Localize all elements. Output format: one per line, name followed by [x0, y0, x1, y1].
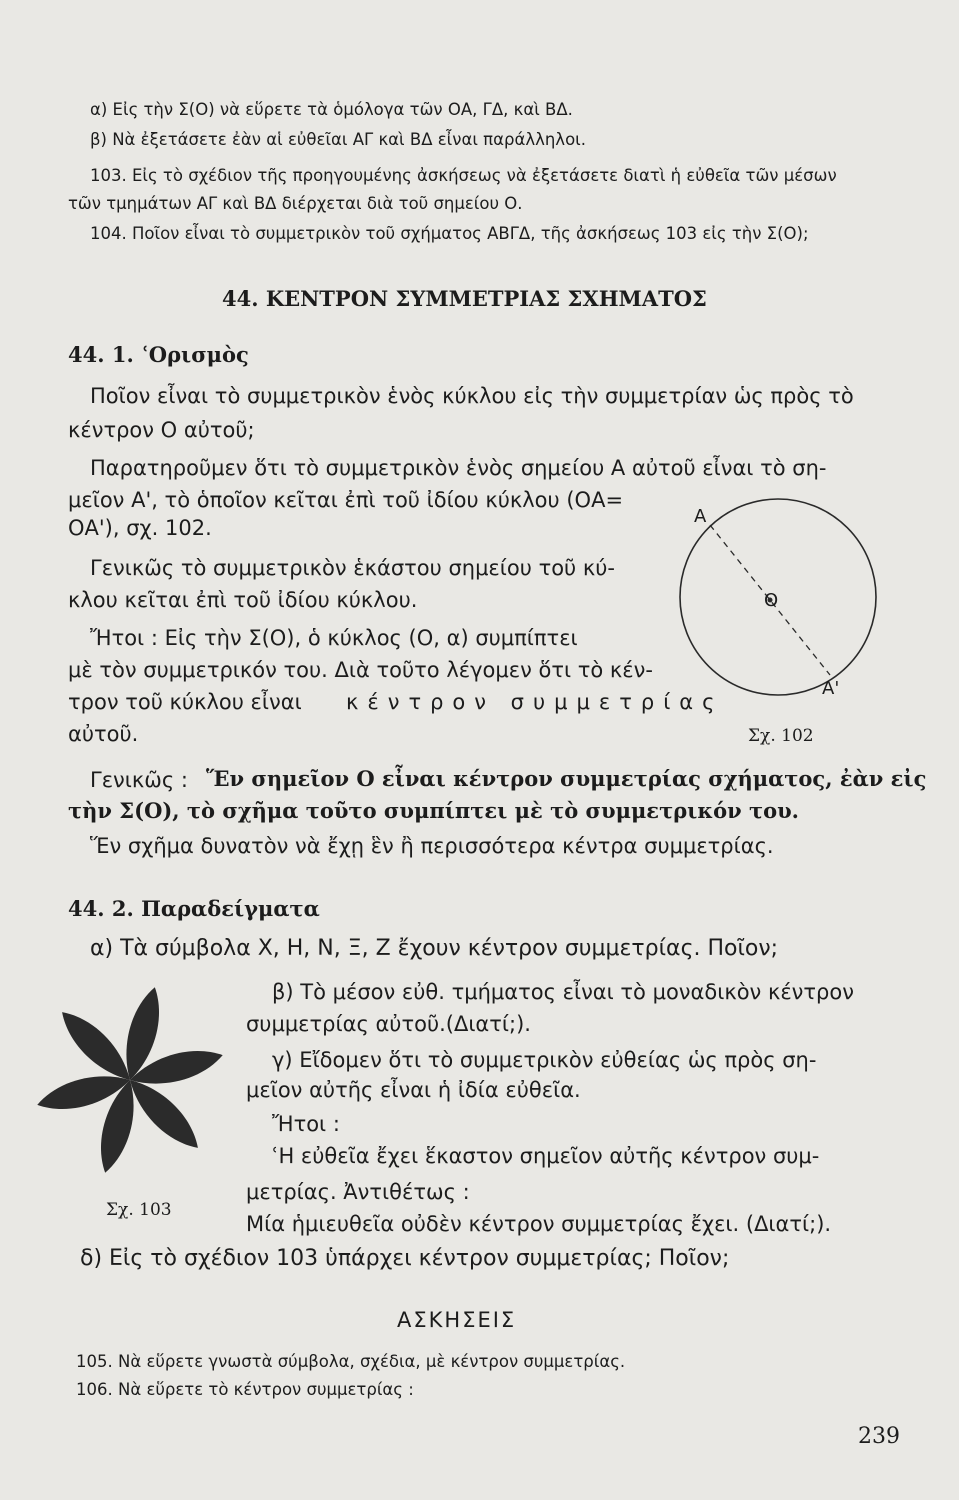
page-number: 239 — [858, 1424, 900, 1449]
subsection-examples-title: 44. 2. Παραδείγματα — [68, 896, 320, 921]
definition-line: μεῖον Α', τὸ ὁποῖον κεῖται ἐπὶ τοῦ ἰδίου κύκλου (ΟΑ= — [68, 488, 624, 512]
general-rule-lead: Γενικῶς : — [90, 768, 188, 792]
section-title: 44. ΚΕΝΤΡΟΝ ΣΥΜΜΕΤΡΙΑΣ ΣΧΗΜΑΤΟΣ — [222, 286, 707, 311]
fig102-label-o: O — [764, 590, 779, 611]
exercise-105: 105. Νὰ εὕρετε γνωστὰ σύμβολα, σχέδια, μὲ κέντρον συμμετρίας. — [76, 1352, 626, 1371]
example-c: γ) Εἴδομεν ὅτι τὸ συμμετρικὸν εὐθείας ὡς πρὸς ση- — [272, 1048, 817, 1072]
exercise-104: 104. Ποῖον εἶναι τὸ συμμετρικὸν τοῦ σχήματος ΑΒΓΔ, τῆς ἀσκήσεως 103 εἰς τὴν Σ(Ο); — [90, 224, 809, 243]
exercise-106: 106. Νὰ εὕρετε τὸ κέντρον συμμετρίας : — [76, 1380, 414, 1399]
fig102-label-a: A — [694, 506, 707, 527]
definition-spaced-term: κέντρον συμμετρίας — [346, 690, 724, 714]
figure-102-circle — [650, 495, 910, 735]
example-c-line: μετρίας. Ἀντιθέτως : — [246, 1180, 470, 1204]
definition-line: ΟΑ'), σχ. 102. — [68, 516, 212, 540]
example-c-line: ʿΗ εὐθεῖα ἔχει ἕκαστον σημεῖον αὐτῆς κέντρον συμ- — [272, 1144, 820, 1168]
definition-line: Γενικῶς τὸ συμμετρικὸν ἑκάστου σημείου τοῦ κύ- — [90, 556, 615, 580]
figure-103-flower — [30, 980, 230, 1180]
fig102-caption: Σχ. 102 — [748, 726, 814, 746]
definition-line: τρον τοῦ κύκλου εἶναι — [68, 690, 302, 714]
exercise-102-a: α) Εἰς τὴν Σ(Ο) νὰ εὕρετε τὰ ὁμόλογα τῶν ΟΑ, ΓΔ, καὶ ΒΔ. — [90, 100, 573, 119]
definition-line: αὐτοῦ. — [68, 722, 139, 746]
flower-petal — [120, 1070, 207, 1157]
definition-line: μὲ τὸν συμμετρικόν του. Διὰ τοῦτο λέγομεν ὅτι τὸ κέν- — [68, 658, 653, 682]
example-d: δ) Εἰς τὸ σχέδιον 103 ὑπάρχει κέντρον συμμετρίας; Ποῖον; — [80, 1246, 730, 1271]
definition-line: κέντρον Ο αὐτοῦ; — [68, 418, 255, 442]
subsection-definition-title: 44. 1. ʿΟρισμὸς — [68, 342, 249, 367]
example-b: β) Τὸ μέσον εὐθ. τμήματος εἶναι τὸ μοναδικὸν κέντρον — [272, 980, 854, 1004]
fig103-caption: Σχ. 103 — [106, 1200, 172, 1220]
flower-petal — [53, 1003, 140, 1090]
general-rule-note: Ἕν σχῆμα δυνατὸν νὰ ἔχῃ ἓν ἢ περισσότερα κέντρα συμμετρίας. — [90, 834, 774, 858]
example-b-cont: συμμετρίας αὐτοῦ.(Διατί;). — [246, 1012, 531, 1036]
exercise-102-b: β) Νὰ ἐξετάσετε ἐὰν αἱ εὐθεῖαι ΑΓ καὶ ΒΔ εἶναι παράλληλοι. — [90, 130, 586, 149]
example-a: α) Τὰ σύμβολα Χ, Η, Ν, Ξ, Ζ ἔχουν κέντρον συμμετρίας. Ποῖον; — [90, 936, 779, 961]
example-c-itoi: Ἤτοι : — [272, 1112, 340, 1136]
definition-line: Ποῖον εἶναι τὸ συμμετρικὸν ἑνὸς κύκλου εἰς τὴν συμμετρίαν ὡς πρὸς τὸ — [90, 384, 854, 408]
exercise-103-cont: τῶν τμημάτων ΑΓ καὶ ΒΔ διέρχεται διὰ τοῦ σημείου Ο. — [68, 194, 523, 213]
general-rule-bold-1: Ἕν σημεῖον Ο εἶναι κέντρον συμμετρίας σχήματος, ἐὰν εἰς — [206, 766, 927, 791]
example-c-cont: μεῖον αὐτῆς εἶναι ἡ ἰδία εὐθεῖα. — [246, 1078, 581, 1102]
definition-line: Ἤτοι : Εἰς τὴν Σ(Ο), ὁ κύκλος (Ο, α) συμπίπτει — [90, 626, 578, 650]
definition-line: κλου κεῖται ἐπὶ τοῦ ἰδίου κύκλου. — [68, 588, 418, 612]
example-c-ray: Μία ἡμιευθεῖα οὐδὲν κέντρον συμμετρίας ἔχει. (Διατί;). — [246, 1212, 832, 1236]
fig102-label-a-prime: A' — [822, 678, 840, 699]
exercises-title: ΑΣΚΗΣΕΙΣ — [397, 1308, 517, 1332]
definition-line: Παρατηροῦμεν ὅτι τὸ συμμετρικὸν ἑνὸς σημείου Α αὐτοῦ εἶναι τὸ ση- — [90, 456, 827, 480]
general-rule-bold-2: τὴν Σ(Ο), τὸ σχῆμα τοῦτο συμπίπτει μὲ τὸ συμμετρικόν του. — [68, 798, 799, 823]
exercise-103: 103. Εἰς τὸ σχέδιον τῆς προηγουμένης ἀσκήσεως νὰ ἐξετάσετε διατὶ ἡ εὐθεῖα τῶν μέσων — [90, 166, 837, 185]
